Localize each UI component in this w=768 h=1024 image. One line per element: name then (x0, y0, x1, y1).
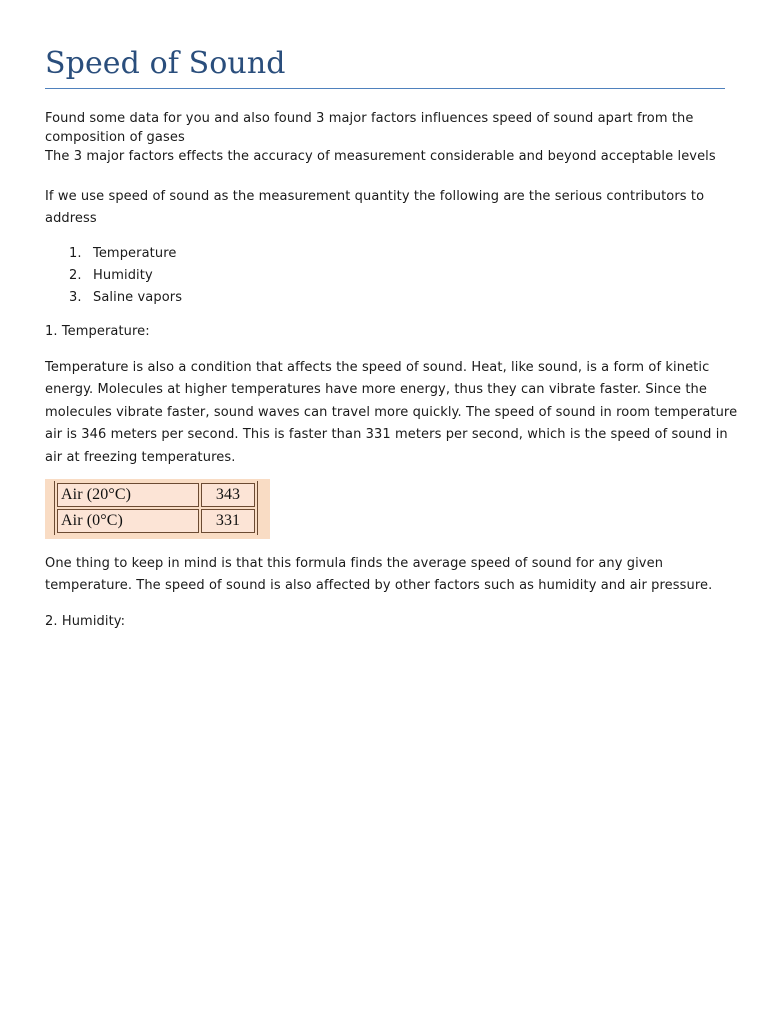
list-item-label: Saline vapors (93, 290, 183, 305)
factors-list (45, 243, 182, 309)
speed-of-sound-table (45, 479, 270, 539)
list-item (45, 265, 182, 287)
temperature-line: air is 346 meters per second. This is faster than 331 meters per second, which is the speed of sound in (45, 427, 728, 443)
temperature-line: energy. Molecules at higher temperatures have more energy, thus they can vibrate faster. Since the (45, 382, 707, 398)
table-row (57, 483, 255, 507)
intro-line: Found some data for you and also found 3 major factors influences speed of sound apart from the (45, 111, 694, 126)
formula-note-paragraph (45, 553, 725, 598)
temperature-heading: 1. Temperature: (45, 324, 150, 339)
formula-note-line: One thing to keep in mind is that this formula finds the average speed of sound for any given (45, 556, 664, 571)
table-cell-medium: Air (20°C) (57, 483, 199, 507)
list-item-number: 1. (69, 246, 82, 261)
contributors-paragraph (45, 186, 725, 231)
temperature-paragraph (45, 357, 738, 469)
list-item-label: Humidity (93, 268, 153, 283)
table-cell-medium: Air (0°C) (57, 509, 199, 533)
table-cell-speed: 343 (201, 483, 255, 507)
table-row (57, 509, 255, 533)
page-title: Speed of Sound (45, 46, 286, 81)
intro-paragraph (45, 109, 725, 166)
intro-line: composition of gases (45, 130, 185, 145)
title-underline (45, 88, 725, 89)
intro-line: The 3 major factors effects the accuracy of measurement considerable and beyond acceptable levels (45, 149, 716, 164)
list-item-label: Temperature (93, 246, 177, 261)
speed-table-grid (54, 481, 258, 535)
list-item (45, 243, 182, 265)
temperature-line: Temperature is also a condition that affects the speed of sound. Heat, like sound, is a form of kinetic (45, 360, 710, 375)
temperature-line: air at freezing temperatures. (45, 449, 236, 465)
contributors-line: address (45, 211, 97, 227)
list-item (45, 287, 182, 309)
humidity-heading: 2. Humidity: (45, 614, 126, 629)
temperature-line: molecules vibrate faster, sound waves can travel more quickly. The speed of sound in room temperature (45, 404, 738, 420)
formula-note-line: temperature. The speed of sound is also affected by other factors such as humidity and air pressure. (45, 578, 713, 594)
list-item-number: 3. (69, 290, 82, 305)
list-item-number: 2. (69, 268, 82, 283)
table-cell-speed: 331 (201, 509, 255, 533)
contributors-line: If we use speed of sound as the measurement quantity the following are the serious contributors to (45, 189, 705, 204)
